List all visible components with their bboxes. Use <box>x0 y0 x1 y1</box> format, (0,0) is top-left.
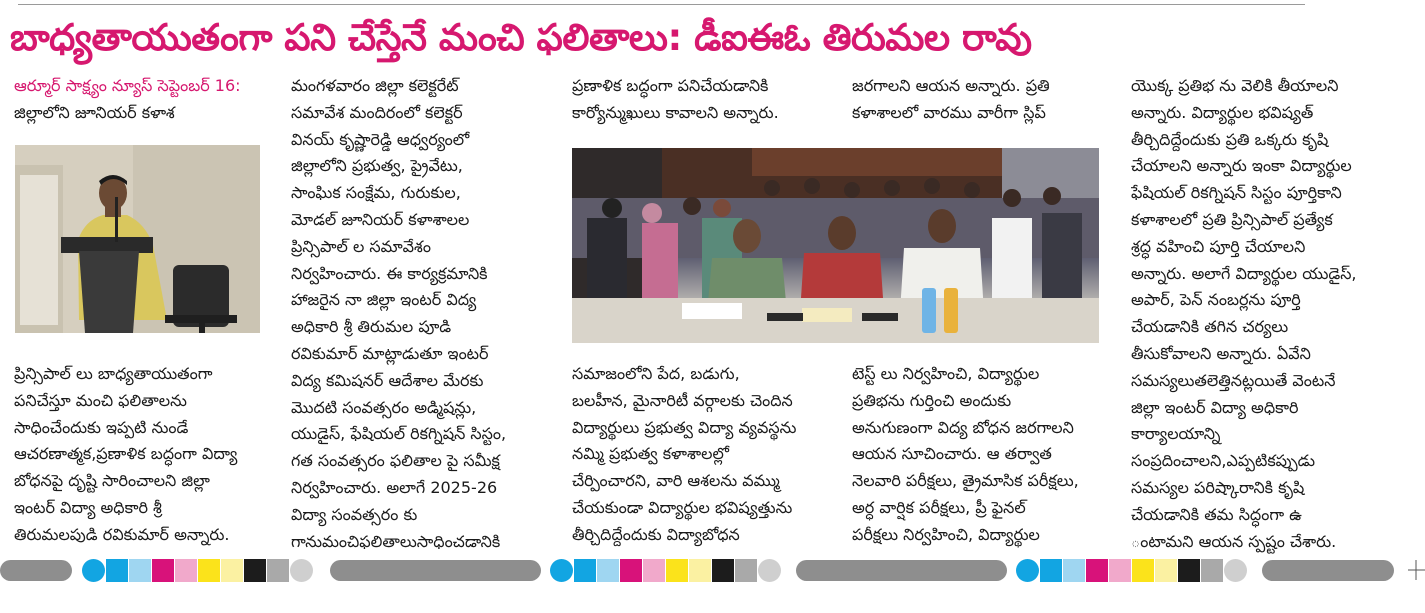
article-line: శ్రద్ధ వహించి పూర్తి చేయాలని <box>1131 236 1306 256</box>
article-line: సాధించేందుకు ఇప్పటి నుండే <box>14 417 189 437</box>
article-line: జరగాలని ఆయన అన్నారు. ప్రతి <box>852 76 1050 95</box>
grey-bar <box>330 560 541 581</box>
color-dot <box>82 559 105 582</box>
article-line: అన్నారు. అలాగే విద్యార్థుల యుడైస్, <box>1131 263 1357 283</box>
article-line: అర్ధ వార్షిక పరీక్షలు, ప్రీ ఫైనల్ <box>852 497 1026 517</box>
article-line: సాంఘిక సంక్షేమ, గురుకుల, <box>291 183 461 203</box>
article-line: నిర్వహించారు. ఈ కార్యక్రమానికి <box>291 263 488 283</box>
article-line: సమస్యల పరిష్కారానికి కృషి <box>1131 477 1305 497</box>
article-line: ఆచరణాత్మక,ప్రణాళిక బద్ధంగా విద్యా <box>14 444 238 464</box>
article-line: సమావేశ మందిరంలో కలెక్టర్ <box>291 102 463 122</box>
article-line: తీర్చిదిద్దేందుకు ప్రతి ఒక్కరు కృషి <box>1131 129 1329 149</box>
color-swatch <box>735 559 757 582</box>
column-4-top <box>852 73 1114 127</box>
column-2 <box>291 73 553 555</box>
article-line: కళాశాలలో ప్రతి ప్రిన్సిపాల్ ప్రత్యేక <box>1131 209 1333 229</box>
article-line: కార్యోన్ముఖులు కావాలని అన్నారు. <box>572 102 779 122</box>
color-swatch <box>666 559 688 582</box>
article-line: అన్నారు. విద్యార్థుల భవిష్యత్ <box>1131 102 1314 122</box>
grey-bar <box>0 560 72 581</box>
article-line: అధికారి శ్రీ తిరుమల పూడి <box>291 317 452 337</box>
color-swatch <box>574 559 596 582</box>
article-line: యుడైస్, ఫేషియల్ రికగ్నిషన్ సిస్టం, <box>291 424 507 444</box>
article-line: చేయడానికి తమ సిద్ధంగా ఉ <box>1131 504 1302 524</box>
article-line: జిల్లా ఇంటర్ విద్యా అధికారి <box>1131 397 1299 417</box>
grey-bar <box>1262 560 1394 581</box>
color-dot <box>1016 559 1039 582</box>
article-line: విద్యార్థులు ప్రభుత్వ విద్యా వ్యవస్థను <box>572 417 797 437</box>
column-3-bottom <box>572 361 834 549</box>
article-line: మొదటి సంవత్సరం అడ్మిషన్లు, <box>291 397 477 417</box>
color-dot <box>550 559 573 582</box>
article-line: జిల్లాలోని జూనియర్ కళాశ <box>14 102 175 122</box>
article-line: బోధనపై దృష్టి సారించాలని జిల్లా <box>14 471 210 491</box>
article-line: విద్యా సంవత్సరం కు <box>291 504 418 524</box>
grey-bar <box>796 560 1007 581</box>
article-line: వినయ్ కృష్ణారెడ్డి ఆధ్వర్యంలో <box>291 129 470 149</box>
color-swatch <box>1178 559 1200 582</box>
article-line: సమాజంలోని పేద, బడుగు, <box>572 364 740 383</box>
article-line: విద్య కమిషనర్ ఆదేశాల మేరకు <box>291 370 484 390</box>
color-swatch <box>198 559 220 582</box>
article-line: ప్రిన్సిపాల్ ల సమావేశం <box>291 236 431 256</box>
article-line: ఇంటర్ విద్యా అధికారి శ్రీ <box>14 497 162 517</box>
column-5 <box>1131 73 1411 555</box>
article-line: తీర్చిదిద్దేందుకు విద్యాబోధన <box>572 524 740 544</box>
color-swatch <box>1155 559 1177 582</box>
color-swatch <box>1132 559 1154 582</box>
color-dot <box>1224 559 1247 582</box>
article-line: ఆయన సూచించారు. ఆ తర్వాత <box>852 444 1052 464</box>
article-line: తిరుమలపుడి రవికుమార్ అన్నారు. <box>14 524 230 544</box>
article-line: అనుగుణంగా విద్య బోధన జరగాలని <box>852 417 1074 437</box>
article-line: కళాశాలలో వారము వారీగా స్లిప్ <box>852 102 1046 122</box>
color-swatch <box>643 559 665 582</box>
color-swatch <box>1040 559 1062 582</box>
article-line: ఫేషియల్ రికగ్నిషన్ సిస్టం పూర్తికాని <box>1131 183 1342 203</box>
dateline: ఆర్మూర్ సాక్ష్యం న్యూస్ సెప్టెంబర్ 16: <box>14 76 241 95</box>
article-line: తీసుకోవాలని అన్నారు. ఏవేని <box>1131 343 1311 363</box>
color-swatch <box>267 559 289 582</box>
color-swatch <box>1086 559 1108 582</box>
headline: బాధ్యతాయుతంగా పని చేస్తేనే మంచి ఫలితాలు: డీఐఈఓ తిరుమల రావు <box>10 16 1032 59</box>
color-swatch <box>175 559 197 582</box>
article-line: నిర్వహించారు. అలాగే 2025-26 <box>291 477 498 497</box>
color-swatch <box>106 559 128 582</box>
article-line: చేర్పించారని, వారి ఆశలను వమ్ము <box>572 471 780 491</box>
color-dot <box>290 559 313 582</box>
article-line: చేయాలని అన్నారు ఇంకా విద్యార్థుల <box>1131 156 1352 176</box>
article-line: ప్రతిభను గుర్తించి అందుకు <box>852 390 1012 410</box>
color-swatch <box>221 559 243 582</box>
registration-mark-icon <box>1408 560 1425 580</box>
article-line: రవికుమార్ మాట్లాడుతూ ఇంటర్ <box>291 343 489 363</box>
article-line: మంగళవారం జిల్లా కలెక్టరేట్ <box>291 76 459 95</box>
article-line: టెస్ట్ లు నిర్వహించి, విద్యార్థుల <box>852 364 1040 383</box>
article-line: చేయకుండా విద్యార్థుల భవిష్యత్తును <box>572 497 793 517</box>
color-swatch <box>712 559 734 582</box>
column-4-bottom <box>852 361 1114 549</box>
top-rule <box>18 4 1305 5</box>
color-swatch <box>597 559 619 582</box>
article-line: గత సంవత్సరం ఫలితాల పై సమీక్ష <box>291 451 500 471</box>
audience-photo <box>572 148 1099 343</box>
color-swatch <box>152 559 174 582</box>
speaker-photo <box>15 145 260 333</box>
color-swatch <box>129 559 151 582</box>
column-3-top <box>572 73 834 127</box>
article-line: నెలవారి పరీక్షలు, త్రైమాసిక పరీక్షలు, <box>852 471 1079 491</box>
column-1-top <box>14 73 272 127</box>
article-line: జిల్లాలోని ప్రభుత్వ, ప్రైవేటు, <box>291 156 463 176</box>
color-swatch <box>620 559 642 582</box>
article-line: పరీక్షలు నిర్వహించి, విద్యార్థుల <box>852 524 1040 544</box>
article-line: మోడల్ జూనియర్ కళాశాలల <box>291 209 470 229</box>
article-line: యొక్క ప్రతిభ ను వెలికి తీయాలని <box>1131 76 1339 95</box>
article-line: హాజరైన నా జిల్లా ఇంటర్ విద్య <box>291 290 477 310</box>
color-swatch <box>1201 559 1223 582</box>
color-dot <box>758 559 781 582</box>
color-swatch <box>1063 559 1085 582</box>
color-swatch <box>1109 559 1131 582</box>
article-line: ప్రిన్సిపాల్ లు బాధ్యతాయుతంగా <box>14 364 213 383</box>
article-line: ంటామని ఆయన స్పష్టం చేశారు. <box>1131 531 1337 551</box>
color-swatch <box>244 559 266 582</box>
article-line: చేయడానికి తగిన చర్యలు <box>1131 317 1289 337</box>
article-line: అపార్, పెన్ నంబర్లను పూర్తి <box>1131 290 1301 310</box>
article-line: గానుమంచిఫలితాలుసాధించడానికి <box>291 531 501 551</box>
column-1-bottom <box>14 361 272 549</box>
article-line: సంప్రదించాలని,ఎప్పటికప్పుడు <box>1131 451 1315 471</box>
article-line: కార్యాలయాన్ని <box>1131 424 1221 444</box>
article-line: ప్రణాళిక బద్ధంగా పనిచేయడానికి <box>572 76 769 95</box>
article-line: బలహీన, మైనారిటీ వర్గాలకు చెందిన <box>572 390 793 410</box>
article-line: సమస్యలుతలెత్తినట్లయితే వెంటనే <box>1131 370 1336 390</box>
article-line: నమ్మి ప్రభుత్వ కళాశాలల్లో <box>572 444 729 464</box>
article-line: పనిచేస్తూ మంచి ఫలితాలను <box>14 390 187 410</box>
color-swatch <box>689 559 711 582</box>
